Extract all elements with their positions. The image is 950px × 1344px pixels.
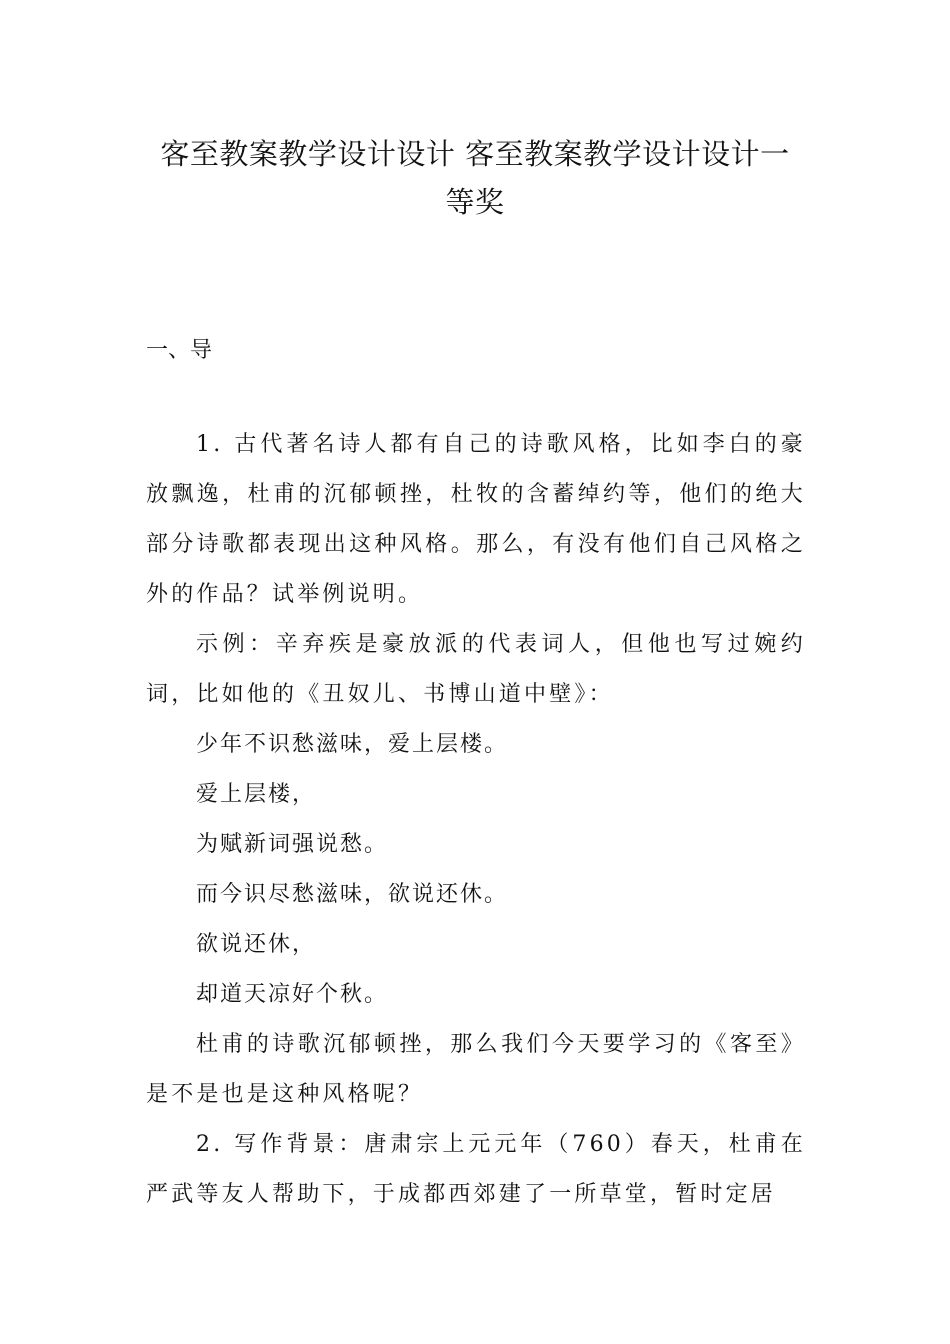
poem-line: 爱上层楼，	[196, 782, 317, 807]
section-heading: 一、导	[146, 338, 213, 363]
poem-line: 而今识尽愁滋味，欲说还休。	[196, 882, 509, 907]
poem-line: 少年不识愁滋味，爱上层楼。	[196, 732, 509, 757]
document-title: 客至教案教学设计设计 客至教案教学设计设计一等奖	[160, 137, 790, 219]
document-body	[146, 420, 806, 1220]
poem-line: 却道天凉好个秋。	[196, 982, 389, 1007]
paragraph-background: 2. 写作背景：唐肃宗上元元年（760）春天，杜甫在严武等友人帮助下，于成都西郊建了一所草堂，暂时定居	[146, 1132, 806, 1207]
paragraph-intro-question: 1. 古代著名诗人都有自己的诗歌风格，比如李白的豪放飘逸，杜甫的沉郁顿挫，杜牧的含蓄绰约等，他们的绝大部分诗歌都表现出这种风格。那么，有没有他们自己风格之外的作品？试举例说明。	[146, 432, 806, 607]
poem-line: 欲说还休，	[196, 932, 317, 957]
poem-line: 为赋新词强说愁。	[196, 832, 389, 857]
paragraph-example: 示例：辛弃疾是豪放派的代表词人，但他也写过婉约词，比如他的《丑奴儿、书博山道中壁》：	[146, 632, 806, 707]
paragraph-transition: 杜甫的诗歌沉郁顿挫，那么我们今天要学习的《客至》是不是也是这种风格呢？	[146, 1032, 806, 1107]
